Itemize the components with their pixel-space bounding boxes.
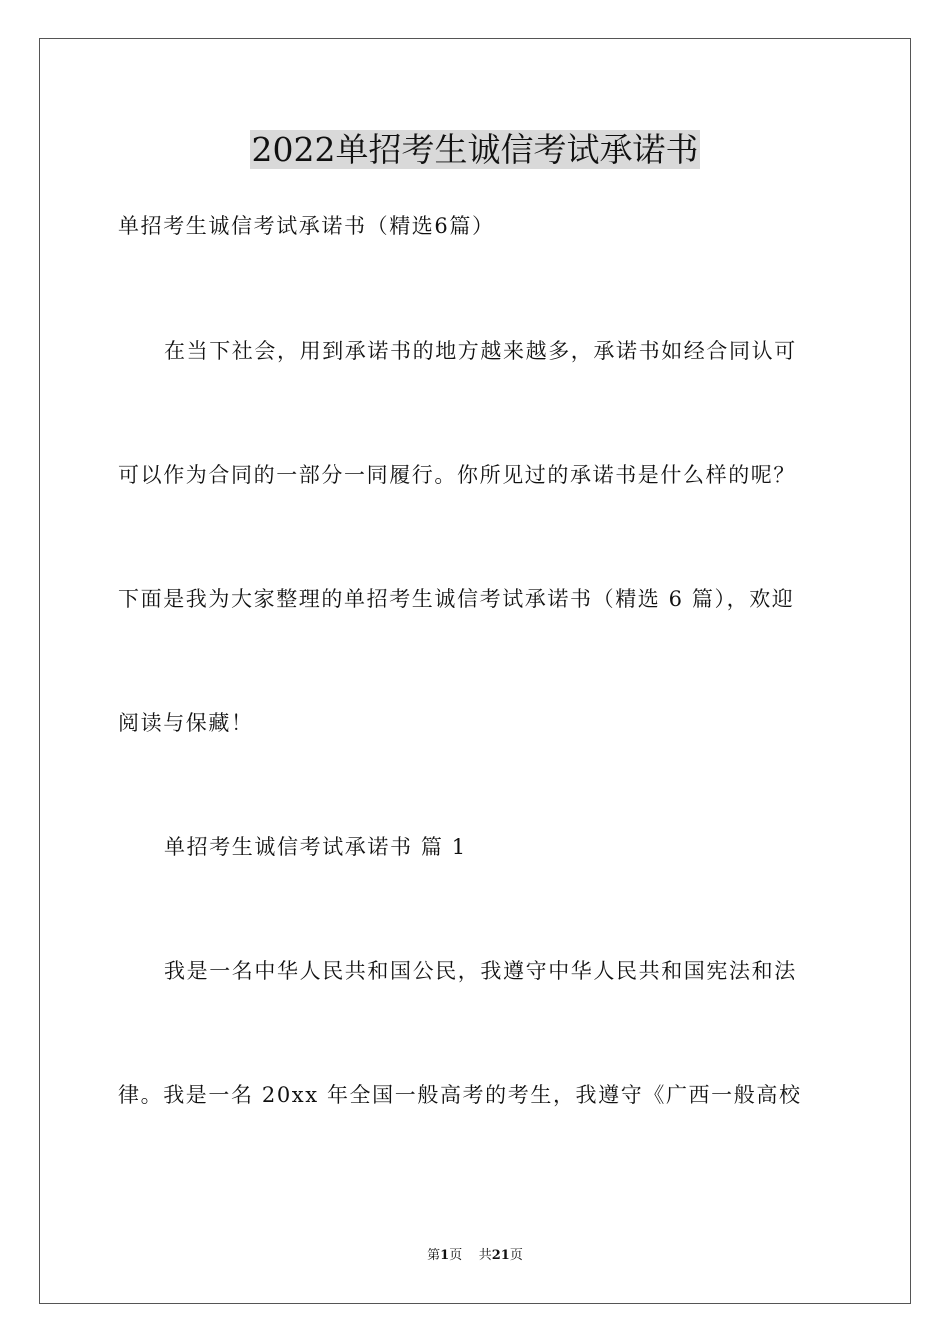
- document-title-text: 2022单招考生诚信考试承诺书: [251, 130, 699, 169]
- document-title: [0, 128, 950, 172]
- paragraph-line: 下面是我为大家整理的单招考生诚信考试承诺书（精选 6 篇），欢迎: [118, 587, 795, 611]
- total-pages: 21: [491, 1248, 510, 1263]
- paragraph-line: 在当下社会，用到承诺书的地方越来越多，承诺书如经合同认可: [164, 339, 797, 363]
- page-footer: [0, 1247, 950, 1265]
- page-suffix: 页: [449, 1248, 463, 1263]
- document-subtitle: 单招考生诚信考试承诺书（精选6篇）: [118, 214, 495, 238]
- paragraph-line: 律。我是一名 20xx 年全国一般高考的考生，我遵守《广西一般高校: [118, 1083, 802, 1107]
- paragraph-line: 我是一名中华人民共和国公民，我遵守中华人民共和国宪法和法: [164, 959, 797, 983]
- page-prefix: 第: [427, 1248, 441, 1263]
- total-prefix: 共: [478, 1248, 492, 1263]
- page-number: 1: [440, 1248, 450, 1263]
- paragraph-line: 阅读与保藏！: [118, 711, 254, 735]
- section-heading: 单招考生诚信考试承诺书 篇 1: [164, 835, 467, 859]
- total-suffix: 页: [509, 1248, 523, 1263]
- paragraph-line: 可以作为合同的一部分一同履行。你所见过的承诺书是什么样的呢？: [118, 463, 796, 487]
